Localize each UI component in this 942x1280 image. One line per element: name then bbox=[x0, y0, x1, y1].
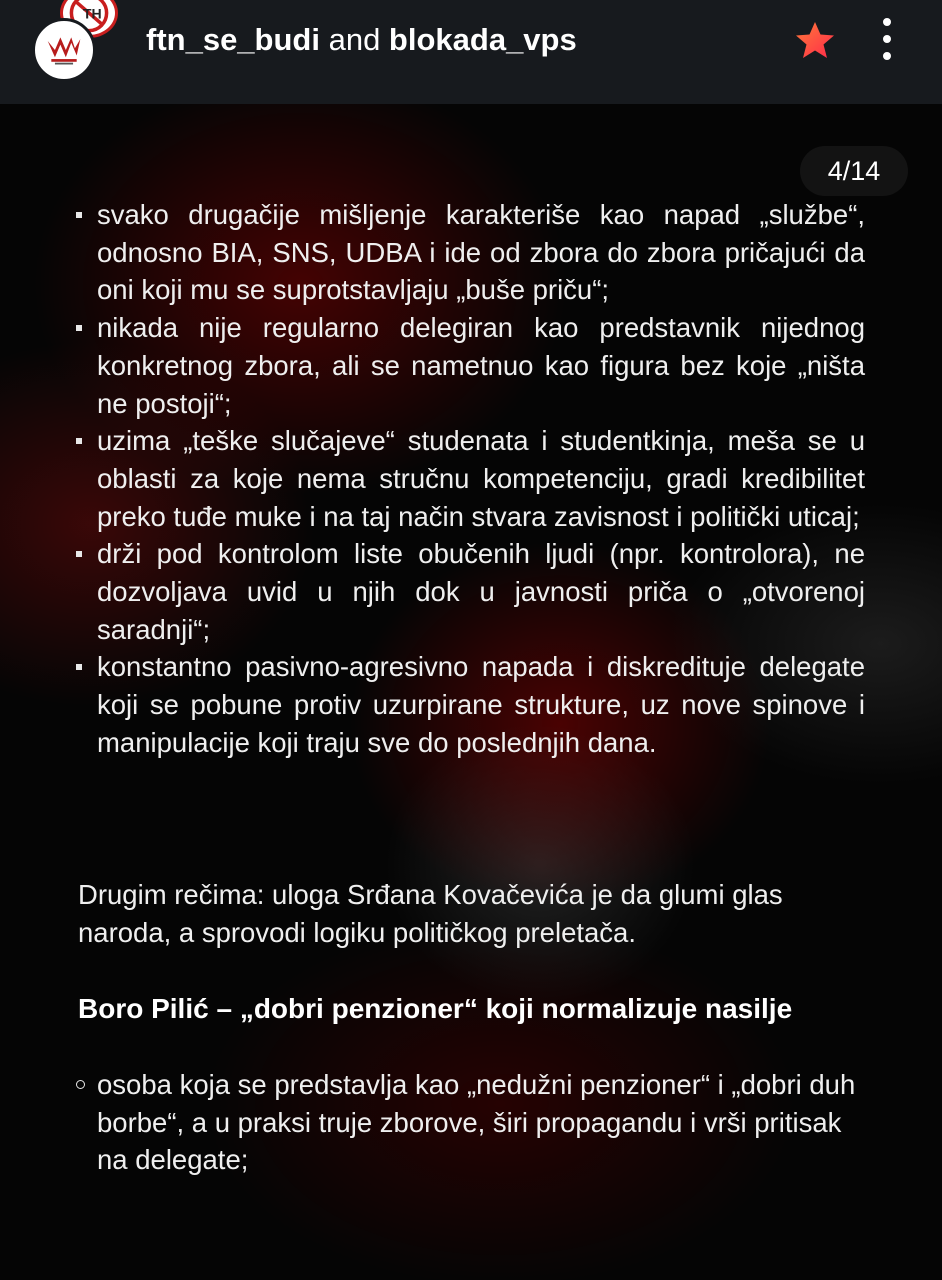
author-secondary[interactable]: blokada_vps bbox=[388, 22, 577, 57]
bullet-marker bbox=[76, 664, 82, 670]
collab-avatars[interactable] bbox=[30, 0, 130, 90]
list-item-text: nikada nije regularno delegiran kao predstavnik nijednog konkretnog zbora, ali se nametnuo kao figura bez koje „ništa ne postoji“; bbox=[97, 312, 865, 419]
bullet-list bbox=[78, 196, 865, 762]
list-item bbox=[78, 196, 865, 309]
list-item-text: osoba koja se predstavlja kao „nedužni penzioner“ i „dobri duh borbe“, a u praksi truje zborove, širi propagandu i vrši pritisak na delegate; bbox=[97, 1069, 856, 1176]
avatar-blokada-vps[interactable] bbox=[32, 18, 96, 82]
section-heading: Boro Pilić – „dobri penzioner“ koji normalizuje nasilje bbox=[78, 993, 793, 1024]
list-item bbox=[78, 1066, 865, 1179]
sub-bullet-list bbox=[78, 1066, 865, 1179]
bullet-marker bbox=[76, 212, 82, 218]
list-item bbox=[78, 422, 865, 535]
list-item-text: svako drugačije mišljenje karakteriše kao napad „službe“, odnosno BIA, SNS, UDBA i ide od zbora do zbora pričajući da oni koji mu se suprotstavljaju „buše priču“; bbox=[97, 199, 865, 306]
bullet-marker bbox=[76, 438, 82, 444]
author-primary[interactable]: ftn_se_budi bbox=[146, 22, 320, 57]
summary-paragraph: Drugim rečima: uloga Srđana Kovačevića je da glumi glas naroda, a sprovodi logiku političkog preletača. bbox=[78, 879, 783, 948]
ring-bullet-marker bbox=[76, 1080, 85, 1089]
bullet-marker bbox=[76, 551, 82, 557]
more-vertical-icon[interactable] bbox=[874, 16, 900, 62]
bullet-marker bbox=[76, 325, 82, 331]
list-item-text: drži pod kontrolom liste obučenih ljudi (npr. kontrolora), ne dozvoljava uvid u njih dok u javnosti priča o „otvorenoj saradnji“; bbox=[97, 538, 865, 645]
slide-counter: 4/14 bbox=[800, 146, 908, 196]
list-item bbox=[78, 535, 865, 648]
star-icon[interactable] bbox=[794, 20, 836, 60]
author-connector: and bbox=[319, 22, 389, 57]
post-authors bbox=[146, 22, 577, 58]
blokada-logo-icon bbox=[35, 21, 93, 79]
list-item bbox=[78, 309, 865, 422]
svg-text:TH: TH bbox=[82, 5, 102, 22]
list-item-text: konstantno pasivno-agresivno napada i diskredituje delegate koji se pobune protiv uzurpirane strukture, uz nove spinove i manipulacije koji traju sve do poslednjih dana. bbox=[97, 651, 865, 758]
list-item-text: uzima „teške slučajeve“ studenata i studentkinja, meša se u oblasti za koje nema stručnu kompetenciju, gradi kredibilitet preko tuđe muke i na taj način stvara zavisnost i politički uticaj; bbox=[97, 425, 865, 532]
post-slide[interactable] bbox=[0, 104, 942, 1280]
post-header bbox=[0, 0, 942, 104]
list-item bbox=[78, 648, 865, 761]
